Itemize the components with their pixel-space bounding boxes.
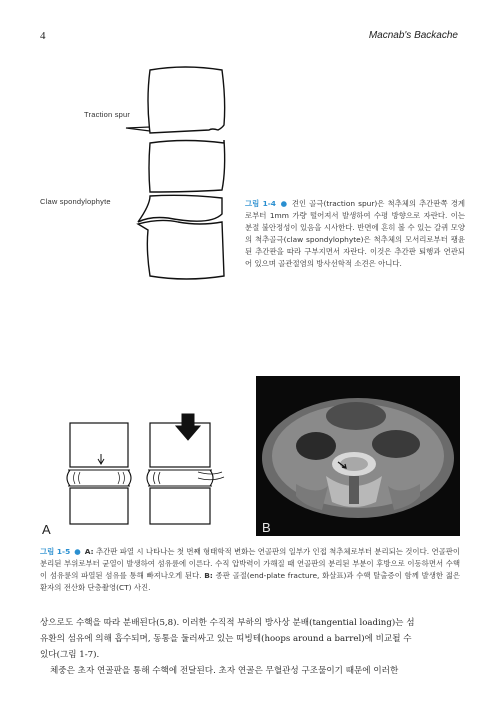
caption-bullet-icon: ● bbox=[74, 547, 81, 556]
running-head: Macnab's Backache bbox=[368, 30, 458, 41]
left-lower-vertebra bbox=[70, 488, 128, 524]
body-line-2: 유환의 섬유에 의해 흡수되며, 동통을 둘러싸고 있는 띠빙테(hoops around a barrel)에 비교될 수 bbox=[40, 634, 412, 644]
caption-a-label: A: bbox=[84, 547, 94, 556]
body-line-4: 체중은 초자 연골판을 통해 수핵에 전달된다. 초자 연골은 무혈관성 구조물이기 때문에 이러한 bbox=[50, 666, 399, 676]
left-disc bbox=[67, 470, 131, 486]
claw-spondylophyte-label: Claw spondylophyte bbox=[40, 197, 111, 206]
left-arrow-icon bbox=[98, 454, 104, 464]
right-lower-vertebra bbox=[150, 488, 210, 524]
caption-b-label: B: bbox=[204, 571, 213, 580]
figure-1-4-caption-text: 견인 골극(traction spur)은 척추체의 추간판쪽 경계로부터 1mm 가량 떨어져서 발생하여 수평 방향으로 자란다. 이는 분절 불안정성이 있음을 시사한다. 반면에 흔히 볼 수 있는 갈퀴 모양의 척추골극(claw spondylophyte)은 척추체의 모서리로부터 팽윤된 추간판을 따라 구부지면서 자란다. 이것은 추간판 퇴행과 연관되어 있으며 골관절염의 방사선학적 소견은 아니다. bbox=[245, 199, 465, 268]
caption-bullet-icon: ● bbox=[279, 199, 288, 208]
figure-1-5-caption bbox=[40, 546, 460, 594]
body-line-3: 있다(그림 1-7). bbox=[40, 650, 100, 660]
right-disc bbox=[147, 470, 213, 486]
figure-1-5-caption-label: 그림 1-5 bbox=[40, 547, 71, 556]
page-number: 4 bbox=[40, 30, 46, 42]
traction-spur-label: Traction spur bbox=[84, 110, 131, 119]
compression-arrow-icon bbox=[176, 414, 200, 440]
panel-b-label: B bbox=[262, 520, 271, 535]
ct-image bbox=[256, 376, 460, 536]
panel-a-label: A bbox=[42, 522, 51, 537]
caption-a-text: 추간판 파열 시 나타나는 첫 번째 형태학적 변화는 연골판의 일부가 인접 척추체로부터 분리되는 것이다. 연골판이 분리된 부위로부터 균열이 발생하여 섬유륜에 이른다. 수직 압박력이 가해질 때 연골판의 분리된 부분이 후방으로 이동하면서 수핵이 섬유륜의 파열된 섬유를 통해 빠져나오게 된다. bbox=[40, 547, 460, 580]
caption-b-text: 종판 골절(end-plate fracture, 화살표)과 수핵 탈출증이 함께 발생한 젊은 환자의 전산화 단층촬영(CT) 사진. bbox=[40, 571, 460, 592]
figure-1-4-caption-label: 그림 1-4 bbox=[245, 199, 276, 208]
body-line-1: 상으로도 수핵을 따라 분배된다(5,8). 이러한 수직적 부하의 방사상 분배(tangential loading)는 섬 bbox=[40, 618, 415, 628]
